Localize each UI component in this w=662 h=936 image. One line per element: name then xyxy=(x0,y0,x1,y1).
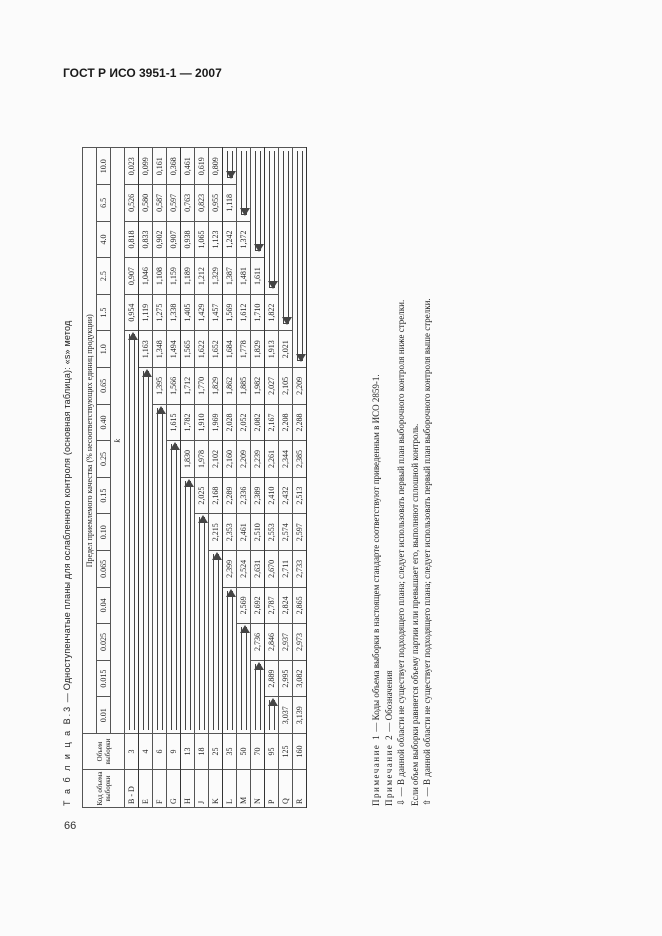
note-1 xyxy=(370,298,383,806)
k-value-cell: 2,553 xyxy=(265,514,279,551)
note-2 xyxy=(383,298,396,806)
use-plan-above-arrow xyxy=(293,148,307,368)
k-value-cell: 1,885 xyxy=(237,368,251,405)
row-code: N xyxy=(251,770,265,808)
aql-header-cell: 0.25 xyxy=(97,441,111,478)
row-code: J xyxy=(195,770,209,808)
row-sample-size: 160 xyxy=(293,734,307,770)
arrow-tip-icon xyxy=(226,171,236,179)
note-1-text: — Коды объема выборки в настоящем стандарте соответствуют приведенным в ИСО 2859-1. xyxy=(371,374,381,734)
k-value-cell: 0,902 xyxy=(153,221,167,258)
k-value-cell: 2,510 xyxy=(251,514,265,551)
arrow-left-icon xyxy=(241,151,247,214)
arrow-tip-icon xyxy=(142,369,152,377)
k-value-cell: 1,565 xyxy=(181,331,195,368)
k-value-cell: 2,344 xyxy=(279,441,293,478)
k-value-cell: 1,159 xyxy=(167,258,181,295)
table-row xyxy=(223,148,237,808)
use-plan-below-arrow xyxy=(153,404,167,733)
k-value-cell: 0,809 xyxy=(209,148,223,185)
note-2-text: — Обозначения xyxy=(383,670,394,734)
aql-header-cell: 0.10 xyxy=(97,514,111,551)
k-value-cell: 1,119 xyxy=(139,294,153,331)
note-full-inspection: Если объем выборки равняется объему партии или превышает его, выполняют сплошной контроль. xyxy=(409,423,420,806)
k-value-cell: 1,108 xyxy=(153,258,167,295)
row-code: F xyxy=(153,770,167,808)
table-row xyxy=(167,148,181,808)
aql-header-cell: 1.5 xyxy=(97,294,111,331)
col-header-size: Объем выборки xyxy=(83,734,125,770)
note-up-arrow xyxy=(421,298,435,806)
k-value-cell: 1,065 xyxy=(195,221,209,258)
aql-header-cell: 1.0 xyxy=(97,331,111,368)
k-value-cell: 2,889 xyxy=(265,660,279,697)
note-down-arrow xyxy=(395,298,409,806)
arrow-tip-icon xyxy=(254,662,264,670)
table-row xyxy=(153,148,167,808)
arrow-tip-icon xyxy=(184,479,194,487)
k-value-cell: 1,782 xyxy=(181,404,195,441)
row-sample-size: 3 xyxy=(125,734,139,770)
k-value-cell: 2,865 xyxy=(293,587,307,624)
k-value-cell: 2,167 xyxy=(265,404,279,441)
row-sample-size: 35 xyxy=(223,734,237,770)
notes-block xyxy=(370,298,435,806)
row-code: B - D xyxy=(125,770,139,808)
k-value-cell: 0,938 xyxy=(181,221,195,258)
row-sample-size: 50 xyxy=(237,734,251,770)
k-value-cell: 2,670 xyxy=(265,551,279,588)
row-sample-size: 6 xyxy=(153,734,167,770)
aql-header-cell: 0.15 xyxy=(97,477,111,514)
k-value-cell: 0,907 xyxy=(167,221,181,258)
k-value-cell: 2,021 xyxy=(279,331,293,368)
k-value-cell: 2,399 xyxy=(223,551,237,588)
k-value-cell: 1,830 xyxy=(181,441,195,478)
k-value-cell: 1,978 xyxy=(195,441,209,478)
arrow-right-icon xyxy=(157,408,163,730)
arrow-tip-icon xyxy=(226,589,236,597)
k-value-cell: 2,692 xyxy=(251,587,265,624)
aql-header-cell: 6.5 xyxy=(97,185,111,222)
k-value-cell: 2,846 xyxy=(265,624,279,661)
arrow-right-icon xyxy=(185,481,191,730)
page-number: 66 xyxy=(64,820,77,832)
k-value-cell: 2,461 xyxy=(237,514,251,551)
k-value-cell: 1,189 xyxy=(181,258,195,295)
note-down-text: — В данной области не существует подходящего плана; следует использовать первый план выборочного контроля ниже стрелки. xyxy=(396,299,406,799)
k-value-cell: 1,652 xyxy=(209,331,223,368)
use-plan-below-arrow xyxy=(125,331,139,734)
k-value-cell: 2,336 xyxy=(237,477,251,514)
k-value-cell: 0,161 xyxy=(153,148,167,185)
k-value-cell: 2,209 xyxy=(237,441,251,478)
arrow-right-icon xyxy=(269,700,275,730)
k-value-cell: 2,082 xyxy=(251,404,265,441)
row-sample-size: 70 xyxy=(251,734,265,770)
k-value-cell: 2,353 xyxy=(223,514,237,551)
aql-header-cell: 2.5 xyxy=(97,258,111,295)
arrow-tip-icon xyxy=(170,442,180,450)
row-sample-size: 9 xyxy=(167,734,181,770)
use-plan-below-arrow xyxy=(251,660,265,733)
row-code: R xyxy=(293,770,307,808)
k-value-cell: 2,736 xyxy=(251,624,265,661)
arrow-right-icon xyxy=(199,517,205,730)
k-value-cell: 1,329 xyxy=(209,258,223,295)
aql-header-cell: 0.01 xyxy=(97,697,111,734)
k-value-cell: 2,973 xyxy=(293,624,307,661)
k-value-cell: 0,818 xyxy=(125,221,139,258)
sampling-plan-table xyxy=(82,147,307,808)
k-value-cell: 0,461 xyxy=(181,148,195,185)
table-caption-text: — Одноступенчатые планы для ослабленного контроля (основная таблица): «s» метод xyxy=(62,320,72,705)
k-value-cell: 1,275 xyxy=(153,294,167,331)
k-value-cell: 0,823 xyxy=(195,185,209,222)
k-value-cell: 2,389 xyxy=(251,477,265,514)
note-2-label: Примечание 2 xyxy=(383,733,394,806)
k-value-cell: 3,082 xyxy=(293,660,307,697)
arrow-tip-icon xyxy=(268,698,278,706)
k-value-cell: 1,969 xyxy=(209,404,223,441)
table-row xyxy=(251,148,265,808)
k-value-cell: 2,105 xyxy=(279,368,293,405)
k-value-cell: 2,432 xyxy=(279,477,293,514)
row-code: L xyxy=(223,770,237,808)
k-label: k xyxy=(111,148,125,734)
k-value-cell: 1,163 xyxy=(139,331,153,368)
k-value-cell: 2,028 xyxy=(223,404,237,441)
table-row xyxy=(181,148,195,808)
arrow-right-icon xyxy=(171,444,177,730)
k-value-cell: 2,937 xyxy=(279,624,293,661)
col-header-code: Код объема выборки xyxy=(83,770,125,808)
aql-header-cell: 0.65 xyxy=(97,368,111,405)
note-1-label: Примечание 1 xyxy=(371,733,381,806)
arrow-right-icon xyxy=(255,664,261,730)
k-value-cell: 2,631 xyxy=(251,551,265,588)
use-plan-below-arrow xyxy=(237,624,251,734)
use-plan-below-arrow xyxy=(209,551,223,734)
k-value-cell: 0,099 xyxy=(139,148,153,185)
k-value-cell: 1,481 xyxy=(237,258,251,295)
k-value-cell: 1,348 xyxy=(153,331,167,368)
arrow-right-icon xyxy=(129,334,135,730)
k-value-cell: 1,338 xyxy=(167,294,181,331)
k-value-cell: 1,387 xyxy=(223,258,237,295)
arrow-tip-icon xyxy=(128,332,138,340)
table-caption xyxy=(62,321,72,806)
arrow-left-icon xyxy=(283,151,289,324)
k-value-cell: 2,261 xyxy=(265,441,279,478)
row-sample-size: 4 xyxy=(139,734,153,770)
row-sample-size: 25 xyxy=(209,734,223,770)
table-caption-label: Т а б л и ц а В.3 xyxy=(62,704,72,806)
k-value-cell: 1,684 xyxy=(223,331,237,368)
k-value-cell: 2,569 xyxy=(237,587,251,624)
k-value-cell: 1,612 xyxy=(237,294,251,331)
k-value-cell: 0,954 xyxy=(125,294,139,331)
use-plan-below-arrow xyxy=(181,477,195,733)
arrow-left-icon xyxy=(269,151,275,287)
k-value-cell: 2,052 xyxy=(237,404,251,441)
k-value-cell: 1,862 xyxy=(223,368,237,405)
use-plan-above-arrow xyxy=(223,148,237,185)
k-value-cell: 0,833 xyxy=(139,221,153,258)
k-value-cell: 2,208 xyxy=(279,404,293,441)
k-value-cell: 0,907 xyxy=(125,258,139,295)
aql-header-cell: 10.0 xyxy=(97,148,111,185)
k-value-cell: 0,580 xyxy=(139,185,153,222)
use-plan-below-arrow xyxy=(195,514,209,734)
table-row xyxy=(125,148,139,808)
use-plan-below-arrow xyxy=(167,441,181,734)
table-row xyxy=(293,148,307,808)
down-arrow-icon: ⇩ xyxy=(397,798,407,806)
k-value-cell: 2,289 xyxy=(223,477,237,514)
table-row xyxy=(237,148,251,808)
k-value-cell: 1,405 xyxy=(181,294,195,331)
k-value-cell: 1,710 xyxy=(251,294,265,331)
rotated-table-block xyxy=(58,148,433,808)
table-row xyxy=(265,148,279,808)
use-plan-above-arrow xyxy=(265,148,279,294)
aql-header-cell: 0.04 xyxy=(97,587,111,624)
k-value-cell: 1,829 xyxy=(251,331,265,368)
k-value-cell: 1,569 xyxy=(223,294,237,331)
aql-header-row xyxy=(97,148,111,808)
k-value-cell: 1,046 xyxy=(139,258,153,295)
k-value-cell: 1,913 xyxy=(265,331,279,368)
k-value-cell: 0,023 xyxy=(125,148,139,185)
use-plan-above-arrow xyxy=(237,148,251,221)
k-value-cell: 2,711 xyxy=(279,551,293,588)
k-value-cell: 1,982 xyxy=(251,368,265,405)
k-value-cell: 2,385 xyxy=(293,441,307,478)
arrow-tip-icon xyxy=(282,317,292,325)
arrow-right-icon xyxy=(227,591,233,730)
arrow-right-icon xyxy=(143,371,149,730)
row-code: P xyxy=(265,770,279,808)
k-value-cell: 0,619 xyxy=(195,148,209,185)
k-value-cell: 1,395 xyxy=(153,368,167,405)
arrow-tip-icon xyxy=(296,354,306,362)
k-value-cell: 0,763 xyxy=(181,185,195,222)
arrow-left-icon xyxy=(255,151,261,251)
k-value-cell: 2,168 xyxy=(209,477,223,514)
k-value-cell: 1,778 xyxy=(237,331,251,368)
k-value-cell: 1,829 xyxy=(209,368,223,405)
arrow-left-icon xyxy=(297,151,303,361)
table-row xyxy=(279,148,293,808)
k-value-cell: 1,822 xyxy=(265,294,279,331)
aql-header-cell: 0.065 xyxy=(97,551,111,588)
k-value-cell: 2,239 xyxy=(251,441,265,478)
aql-header-cell: 0.015 xyxy=(97,660,111,697)
table-row xyxy=(209,148,223,808)
k-value-cell: 2,733 xyxy=(293,551,307,588)
k-value-cell: 2,787 xyxy=(265,587,279,624)
use-plan-below-arrow xyxy=(139,368,153,734)
k-value-cell: 0,597 xyxy=(167,185,181,222)
arrow-tip-icon xyxy=(268,281,278,289)
k-value-cell: 2,209 xyxy=(293,368,307,405)
arrow-left-icon xyxy=(227,151,233,178)
row-code: H xyxy=(181,770,195,808)
row-code: K xyxy=(209,770,223,808)
k-value-cell: 2,524 xyxy=(237,551,251,588)
col-header-aql-group: Предел приемлемого качества (% несоответствующих единиц продукции) xyxy=(83,148,97,734)
table-row xyxy=(195,148,209,808)
arrow-tip-icon xyxy=(198,515,208,523)
note-up-text: — В данной области не существует подходящего плана; следует использовать первый план выборочного контроля выше стрелки. xyxy=(422,298,432,799)
row-code: M xyxy=(237,770,251,808)
table-body xyxy=(125,148,307,808)
k-value-cell: 2,995 xyxy=(279,660,293,697)
k-value-cell: 3,037 xyxy=(279,697,293,734)
k-value-cell: 1,212 xyxy=(195,258,209,295)
k-value-cell: 1,372 xyxy=(237,221,251,258)
k-value-cell: 1,770 xyxy=(195,368,209,405)
use-plan-above-arrow xyxy=(279,148,293,331)
up-arrow-icon: ⇧ xyxy=(423,798,433,806)
use-plan-below-arrow xyxy=(223,587,237,733)
k-value-cell: 2,513 xyxy=(293,477,307,514)
k-value-cell: 1,615 xyxy=(167,404,181,441)
arrow-tip-icon xyxy=(254,244,264,252)
row-code: Q xyxy=(279,770,293,808)
use-plan-above-arrow xyxy=(251,148,265,258)
arrow-tip-icon xyxy=(156,406,166,414)
k-value-cell: 2,574 xyxy=(279,514,293,551)
arrow-tip-icon xyxy=(240,208,250,216)
k-value-cell: 1,712 xyxy=(181,368,195,405)
row-sample-size: 18 xyxy=(195,734,209,770)
k-value-cell: 1,429 xyxy=(195,294,209,331)
document-header: ГОСТ Р ИСО 3951-1 — 2007 xyxy=(63,66,222,80)
k-value-cell: 3,139 xyxy=(293,697,307,734)
k-value-cell: 1,457 xyxy=(209,294,223,331)
k-value-cell: 0,526 xyxy=(125,185,139,222)
k-value-cell: 0,955 xyxy=(209,185,223,222)
k-value-cell: 1,622 xyxy=(195,331,209,368)
aql-header-cell: 4.0 xyxy=(97,221,111,258)
k-value-cell: 2,824 xyxy=(279,587,293,624)
k-value-cell: 1,566 xyxy=(167,368,181,405)
k-value-cell: 2,102 xyxy=(209,441,223,478)
aql-header-cell: 0.40 xyxy=(97,404,111,441)
row-sample-size: 125 xyxy=(279,734,293,770)
k-value-cell: 1,494 xyxy=(167,331,181,368)
k-value-cell: 1,242 xyxy=(223,221,237,258)
k-value-cell: 1,123 xyxy=(209,221,223,258)
row-sample-size: 95 xyxy=(265,734,279,770)
aql-header-cell: 0.025 xyxy=(97,624,111,661)
arrow-right-icon xyxy=(241,627,247,730)
row-code: G xyxy=(167,770,181,808)
k-value-cell: 2,025 xyxy=(195,477,209,514)
k-value-cell: 2,160 xyxy=(223,441,237,478)
arrow-tip-icon xyxy=(212,552,222,560)
k-value-cell: 2,027 xyxy=(265,368,279,405)
k-value-cell: 0,587 xyxy=(153,185,167,222)
k-value-cell: 2,410 xyxy=(265,477,279,514)
k-value-cell: 1,611 xyxy=(251,258,265,295)
row-code: E xyxy=(139,770,153,808)
use-plan-below-arrow xyxy=(265,697,279,734)
arrow-right-icon xyxy=(213,554,219,730)
k-value-cell: 1,118 xyxy=(223,185,237,222)
arrow-tip-icon xyxy=(240,625,250,633)
table-row xyxy=(139,148,153,808)
k-value-cell: 0,368 xyxy=(167,148,181,185)
k-value-cell: 2,215 xyxy=(209,514,223,551)
k-value-cell: 2,288 xyxy=(293,404,307,441)
k-value-cell: 1,910 xyxy=(195,404,209,441)
row-sample-size: 13 xyxy=(181,734,195,770)
k-value-cell: 2,597 xyxy=(293,514,307,551)
